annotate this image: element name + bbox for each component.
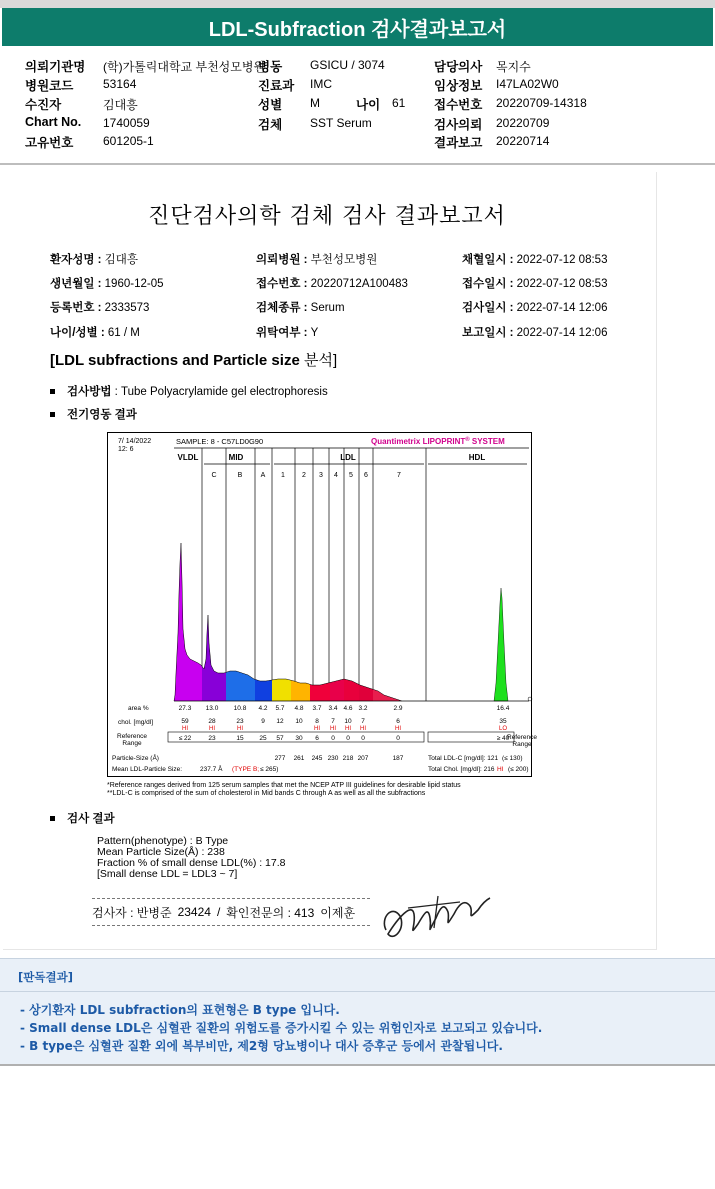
particle-size: 207	[357, 755, 369, 762]
patient-field: 생년월일 : 1960-12-05	[50, 278, 164, 290]
band-label: 5	[349, 472, 353, 479]
area-value: 4.8	[294, 705, 304, 712]
header-key: 나이	[356, 98, 381, 112]
header-value: 601205-1	[103, 134, 154, 148]
header-value: 20220714	[496, 134, 550, 148]
ref-value: 6	[315, 735, 319, 742]
patient-field: 나이/성별 : 61 / M	[50, 327, 140, 339]
band-label: 6	[364, 472, 368, 479]
chol-value: 35	[499, 718, 507, 725]
chol-flag: HI	[182, 726, 188, 732]
area-value: 13.0	[205, 705, 219, 712]
band-label: 3	[319, 472, 323, 479]
band-label: 1	[281, 472, 285, 479]
chol-value: 23	[236, 718, 244, 725]
patient-field: 접수일시 : 2022-07-12 08:53	[462, 278, 608, 290]
total-chol: Total Chol. [mg/dl]: 216	[428, 766, 495, 773]
header-key: 결과보고	[434, 136, 483, 150]
ref-value: 0	[396, 735, 400, 742]
area-value: 27.3	[178, 705, 192, 712]
group-label: VLDL	[177, 453, 199, 462]
area-value: 3.4	[328, 705, 338, 712]
particle-size: 245	[311, 755, 323, 762]
ref-side-label: Reference Range	[507, 734, 537, 748]
chol-flag: HI	[209, 726, 215, 732]
patient-field: 등록번호 : 2333573	[50, 302, 150, 314]
signature-scribble	[378, 888, 493, 948]
header-value: (학)가톨릭대학교 부천성모병원	[103, 60, 266, 74]
row-label: area %	[128, 705, 149, 712]
patient-field: 환자성명 : 김대흥	[50, 254, 138, 266]
band-label: 4	[334, 472, 338, 479]
band-area	[344, 679, 359, 701]
area-value: 4.2	[258, 705, 268, 712]
ref-value: 0	[346, 735, 350, 742]
total-chol-flag: HI	[497, 766, 504, 773]
chol-flag: HI	[360, 726, 366, 732]
result-text: Pattern(phenotype) : B Type Mean Particle Size(Å) : 238 Fraction % of small dense LDL(%) : 17.8 [Small dense LDL = LDL3 ~ 7]	[97, 835, 286, 880]
signature-line: 검사자 : 반병준 23424 / 확인전문의 : 413 이제훈	[92, 898, 370, 926]
area-value: 2.9	[393, 705, 403, 712]
header-value: SST Serum	[310, 116, 372, 130]
patient-field: 보고일시 : 2022-07-14 12:06	[462, 327, 608, 339]
header-key: 병동	[258, 60, 283, 74]
band-area	[272, 679, 291, 701]
patient-field: 검사일시 : 2022-07-14 12:06	[462, 302, 608, 314]
header-value: 53164	[103, 77, 137, 91]
ref-value: 15	[236, 735, 244, 742]
particle-size: 218	[342, 755, 354, 762]
chol-flag: HI	[314, 726, 320, 732]
group-label: MID	[228, 453, 244, 462]
method-bullet: 검사방법 : Tube Polyacrylamide gel electrophoresis	[50, 383, 328, 399]
chol-value: 59	[181, 718, 189, 725]
patient-field: 위탁여부 : Y	[256, 327, 319, 339]
band-label: B	[237, 472, 243, 479]
header-key: 접수번호	[434, 98, 483, 112]
header-key: 검사의뢰	[434, 118, 483, 132]
band-area	[330, 679, 344, 701]
chol-value: 9	[261, 718, 265, 725]
total-ldl-ref: (≤ 130)	[502, 755, 523, 762]
header-key: Chart No.	[25, 115, 82, 129]
chol-value: 10	[344, 718, 352, 725]
chart-date: 7/ 14/2022	[118, 438, 152, 445]
interpretation-line: - 상기환자 LDL subfraction의 표현형은 B type 입니다.	[20, 1003, 340, 1017]
header-value: 20220709-14318	[496, 96, 587, 110]
ref-value: 0	[331, 735, 335, 742]
header-key: 성별	[258, 98, 283, 112]
ref-value: 23	[208, 735, 216, 742]
ref-value: 0	[361, 735, 365, 742]
band-area	[255, 679, 272, 701]
footnotes: *Reference ranges derived from 125 serum samples that met the NCEP ATP III guidelines for desirable lipid status **LDL-C is comprised of the sum of cholesterol in Mid bands C through A as well as all the subfractions	[107, 782, 461, 797]
chart-brand: Quantimetrix LIPOPRINT® SYSTEM	[371, 437, 505, 446]
interpretation-line: - Small dense LDL은 심혈관 질환의 위험도를 증가시킬 수 있는 위험인자로 보고되고 있습니다.	[20, 1021, 543, 1035]
electrophoresis-bullet: 전기영동 결과	[50, 406, 137, 422]
chart-svg	[108, 433, 537, 776]
header-value: I47LA02W0	[496, 77, 559, 91]
chol-value: 10	[295, 718, 303, 725]
particle-size: 261	[293, 755, 305, 762]
area-value: 5.7	[275, 705, 285, 712]
header-value: 1740059	[103, 116, 150, 130]
chol-value: 7	[331, 718, 335, 725]
chol-flag: HI	[395, 726, 401, 732]
patient-field: 검체종류 : Serum	[256, 302, 345, 314]
group-label: HDL	[468, 453, 486, 462]
area-value: 3.2	[358, 705, 368, 712]
mean-type: (TYPE B;	[232, 766, 260, 773]
header-key: 담당의사	[434, 60, 483, 74]
chol-value: 28	[208, 718, 216, 725]
mean-size: 237.7 Å	[200, 766, 223, 773]
band-area	[226, 671, 255, 701]
header-value: IMC	[310, 77, 332, 91]
band-area	[310, 683, 330, 702]
particle-size: 230	[327, 755, 339, 762]
header-key: 임상정보	[434, 79, 483, 93]
ref-value: ≤ 22	[178, 735, 192, 742]
chol-flag: HI	[345, 726, 351, 732]
chol-value: 12	[276, 718, 284, 725]
interpretation-panel	[0, 958, 715, 1066]
chol-flag: HI	[330, 726, 336, 732]
chart-sample: SAMPLE: 8 - C57LD0G90	[176, 437, 264, 446]
page-title: LDL-Subfraction 검사결과보고서	[2, 8, 713, 46]
report-title: 진단검사의학 검체 검사 결과보고서	[148, 204, 506, 229]
band-label: 7	[397, 472, 401, 479]
ref-value: 30	[295, 735, 303, 742]
ref-value: 25	[259, 735, 267, 742]
electrophoresis-chart	[107, 432, 537, 777]
row-label: Reference Range	[117, 733, 147, 747]
row-label: Particle-Size (Å)	[112, 755, 159, 762]
header-value: M	[310, 96, 320, 110]
chol-value: 7	[361, 718, 365, 725]
band-label: C	[211, 472, 217, 479]
header-key: 병원코드	[25, 79, 74, 93]
divider	[0, 163, 715, 165]
patient-field: 접수번호 : 20220712A100483	[256, 278, 408, 290]
result-bullet: 검사 결과	[50, 810, 115, 826]
header-value: 20220709	[496, 116, 550, 130]
header-value: 61	[392, 96, 406, 110]
chol-value: 8	[315, 718, 319, 725]
band-label: A	[260, 472, 266, 479]
header-key: 고유번호	[25, 136, 74, 150]
interpretation-line: - B type은 심혈관 질환 외에 복부비만, 제2형 당뇨병이나 대사 증후군 등에서 관찰됩니다.	[20, 1039, 503, 1053]
end-marker	[528, 697, 532, 701]
header-value: 김대흥	[103, 98, 138, 112]
area-value: 10.8	[233, 705, 247, 712]
row-label: Mean LDL-Particle Size:	[112, 766, 183, 773]
interpretation-title: [판독결과]	[18, 970, 73, 984]
group-label: LDL	[340, 453, 356, 462]
chol-value: 6	[396, 718, 400, 725]
header-key: 검체	[258, 118, 283, 132]
particle-size: 187	[392, 755, 404, 762]
hdl-peak	[494, 588, 508, 701]
header-value: 목지수	[496, 60, 531, 74]
header-value: GSICU / 3074	[310, 58, 385, 72]
ref-value: ≥ 40	[496, 735, 510, 742]
area-value: 4.6	[343, 705, 353, 712]
area-value: 3.7	[312, 705, 322, 712]
chart-time: 12: 6	[118, 446, 134, 453]
patient-field: 의뢰병원 : 부천성모병원	[256, 254, 378, 266]
band-area	[202, 615, 226, 701]
header-key: 의뢰기관명	[25, 60, 86, 74]
total-ldl: Total LDL-C [mg/dl]: 121	[428, 755, 499, 762]
chol-flag: LO	[498, 726, 508, 732]
particle-size: 277	[274, 755, 286, 762]
section-title: [LDL subfractions and Particle size 분석]	[50, 352, 338, 369]
area-value: 16.4	[496, 705, 510, 712]
band-label: 2	[302, 472, 306, 479]
ref-value: 57	[276, 735, 284, 742]
header-key: 수진자	[25, 98, 62, 112]
chol-flag: HI	[237, 726, 243, 732]
row-label: chol. [mg/dl]	[118, 719, 154, 726]
header-key: 진료과	[258, 79, 295, 93]
patient-field: 채혈일시 : 2022-07-12 08:53	[462, 254, 608, 266]
top-bar	[0, 0, 715, 8]
total-chol-ref: (≤ 200)	[508, 766, 529, 773]
mean-ref: ≤ 265)	[260, 766, 279, 773]
